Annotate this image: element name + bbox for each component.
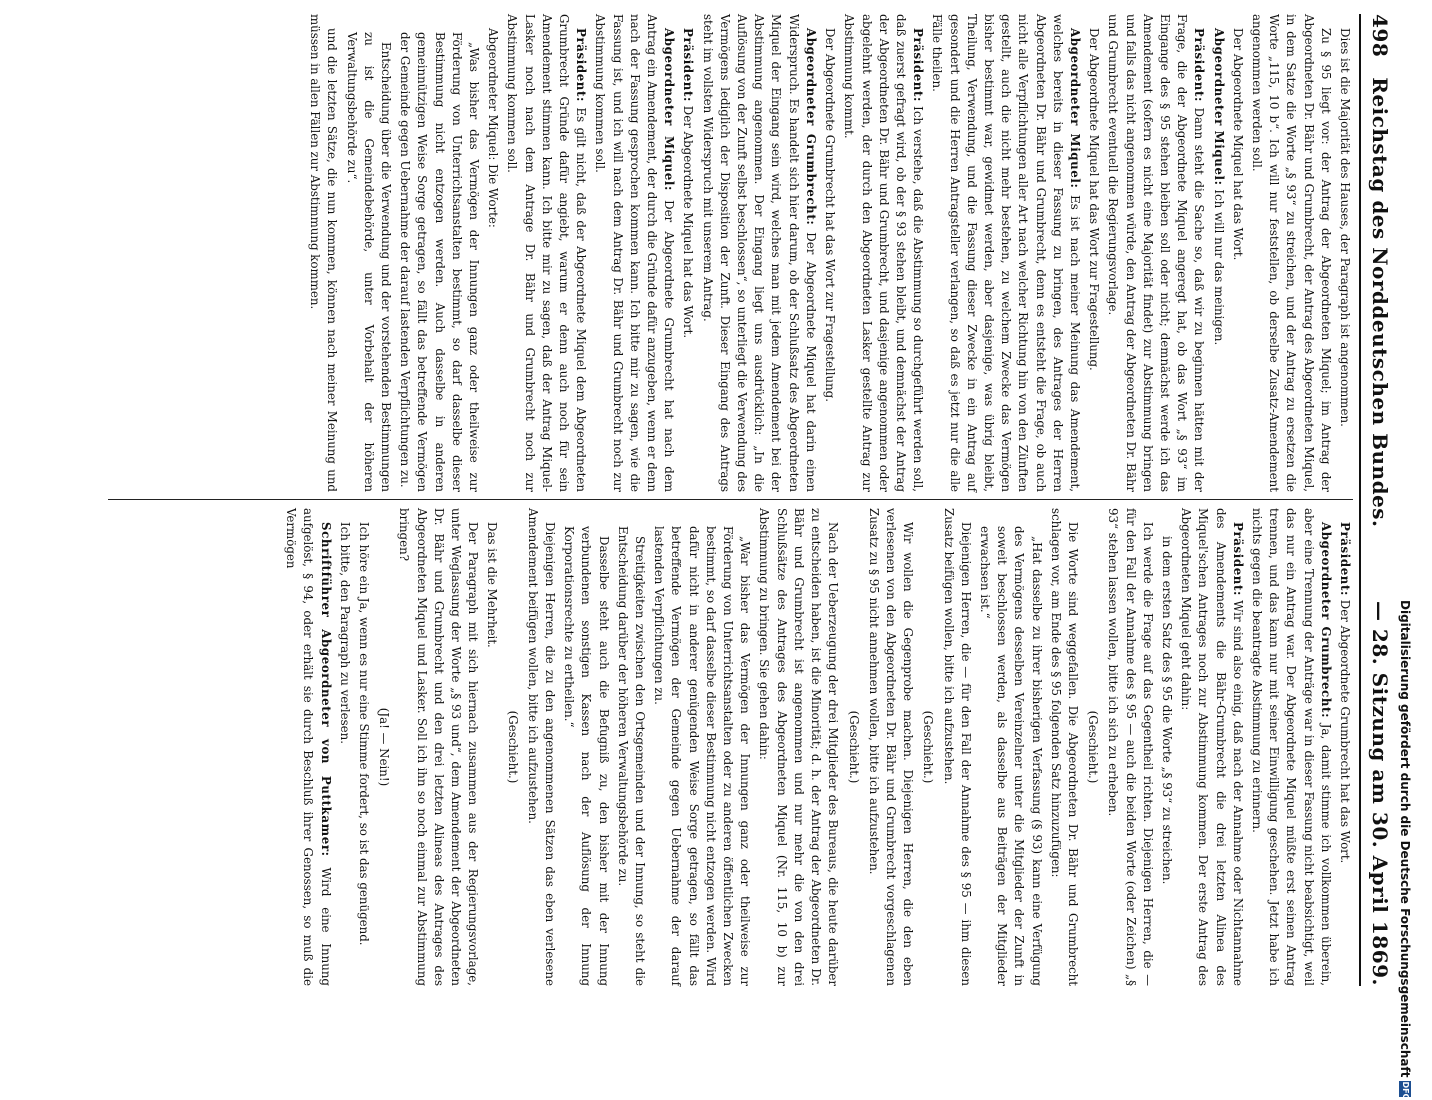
- text-paragraph: [524, 508, 558, 986]
- paragraph-text: Das ist die Mehrheit.: [485, 522, 500, 648]
- text-paragraph: [342, 14, 394, 492]
- speaker-label: Präsident:: [574, 28, 589, 102]
- paragraph-text: „War bisher das Vermögen der Innungen ganz oder theilweise zur Förderung von Unterrichtsanstalten oder zu anderen öffentlichen Zwecken bestimmt, so darf dasselbe dieser Bestimmung nicht entzogen werden. Wird dafür nicht in anderer genügenden Weise Sorge getragen, so fällt das betreffende Vermögen der Gemeinde gegen Uebernahme der darauf lastenden Verpflichtungen zu.: [652, 526, 753, 986]
- speech-paragraph: [928, 14, 1083, 492]
- text-paragraph: [1047, 508, 1081, 986]
- paragraph-text: Es gilt nicht, daß der Abgeordnete Miquel dem Abgeordneten Grumbrecht Gründe dafür angiebt, warum er denn auch noch für sein Amendement stimmen kann. Ich bitte mir zu sagen, daß der Antrag Miquel-Lasker noch nach dem Antrage Dr. Bähr und Grumbrecht noch zur Abstimmung kommen soll.: [505, 14, 589, 492]
- paragraph-text: Der Abgeordnete Grumbrecht hat das Wort zur Fragestellung.: [823, 28, 838, 402]
- page-header: [1359, 14, 1399, 986]
- text-paragraph: [755, 508, 841, 986]
- paragraph-text: Dies ist die Majorität des Hauses, der Paragraph ist angenommen.: [1338, 28, 1352, 427]
- speaker-label: Abgeordneter Grumbrecht:: [803, 28, 818, 226]
- page-number: 498: [1368, 14, 1392, 58]
- speech-paragraph: [1248, 508, 1334, 986]
- paragraph-text: (Ja! — Nein!): [377, 707, 392, 787]
- text-paragraph: [1336, 14, 1353, 492]
- paragraph-text: Der Paragraph mit sich hiernach zusammen aus der Regierungsvorlage, unter Weglassung der Worte „§ 93 und“, dem Amendement der Abgeordneten Dr. Bähr und Grumbrecht und den drei letzten Alineas des Antrages des Abgeordneten Miquel und Lasker. Soll ich ihn so noch einmal zur Abstimmung bringen?: [397, 508, 481, 986]
- paragraph-text: (Geschieht.): [921, 710, 936, 784]
- speaker-label: Präsident:: [911, 28, 926, 102]
- speech-paragraph: [282, 508, 334, 986]
- speech-paragraph: [1209, 14, 1226, 492]
- paragraph-text: „Hat dasselbe zu ihrer bisherigen Verfassung (§ 93) kann eine Verfügung des Vermögens desselben Vereinzelner unter die Mitglieder der Zunft in soweit beschlossen werden, als dasselbe aus Beiträgen der Mitglieder erwachsen ist.“: [977, 526, 1044, 986]
- text-paragraph: [396, 14, 482, 492]
- speech-paragraph: [1336, 508, 1353, 986]
- speech-paragraph: [503, 14, 589, 492]
- paragraph-text: (Geschieht.): [846, 710, 861, 784]
- dfg-logo-icon: DFG: [1401, 1081, 1410, 1100]
- text-paragraph: [560, 508, 612, 986]
- paragraph-text: Der Abgeordnete Miquel hat das Wort.: [1230, 28, 1245, 261]
- paragraph-text: Diejenigen Herren, die — für den Fall der Annahme des § 95 — ihm diesen Zusatz beifügen wollen, bitte ich aufzustehen.: [941, 508, 973, 986]
- scanned-page: [95, 0, 1405, 1000]
- speech-paragraph: [679, 14, 696, 492]
- text-paragraph: [650, 508, 753, 986]
- text-paragraph: [1085, 14, 1102, 492]
- text-paragraph: [1104, 508, 1156, 986]
- paragraph-text: Der Abgeordnete Grumbrecht hat das Wort.: [1338, 599, 1352, 864]
- paragraph-text: Zu § 95 liegt vor: der Antrag der Abgeordneten Miquel; im Antrag der Abgeordneten Dr. Bähr und Grumbrecht, der Antrag des Abgeordneten Miquel, in dem Satze die Worte „§ 93“ zu streichen, und der Antrag zu ersetzen die Worte „115, 10 b“. Ich will nur feststellen, ob derselbe Zusatz-Amendement angenommen werden soll.: [1249, 14, 1333, 492]
- text-paragraph: [1248, 14, 1334, 492]
- paragraph-text: Ich bitte, den Paragraph zu verlesen.: [337, 522, 352, 745]
- running-title: Reichstag des Norddeutschen Bundes.: [1368, 77, 1392, 528]
- credit-text: Digitalisierung gefördert durch die Deutsche Forschungsgemeinschaft: [1398, 600, 1412, 1078]
- paragraph-text: Wir wollen die Gegenprobe machen. Diejenigen Herren, die den eben verlesenen von den Abgeordneten Dr. Bähr und Grumbrecht vorgeschlagenen Zusatz zu § 95 nicht annehmen wollen, bitte ich aufzustehen.: [866, 508, 916, 986]
- speech-paragraph: [840, 14, 926, 492]
- stage-note: [1084, 508, 1101, 986]
- speech-paragraph: [591, 14, 677, 492]
- paragraph-text: Der Abgeordnete Miquel hat darin einen Widerspruch. Es handelt sich hier darum, ob der Schlußsatz des Abgeordneten Miquel der Eingang sein wird, welches man mit jedem Amendement bei der Abstimmung angenommen. Der Eingang liegt uns ausdrücklich: „In die Auflösung von der Zunft selbst beschlossen“, so unterliegt die Verwendung des Vermögens lediglich der Disposition der Zunft. Dieser Eingang des Antrags steht im vollsten Widerspruch mit unserem Antrag.: [700, 14, 818, 492]
- speaker-label: Schriftführer Abgeordneter von Puttkamer:: [318, 522, 333, 857]
- text-paragraph: [1229, 14, 1246, 492]
- paragraph-text: in dem ersten Satz des § 95 die Worte „§ 93“ zu streichen.: [1159, 536, 1174, 885]
- text-paragraph: [1158, 508, 1175, 986]
- paragraph-text: (Geschieht.): [1086, 710, 1101, 784]
- paragraph-text: Ja, damit stimme ich vollkommen überein, aber eine Trennung der Anträge war in dieser Fassung nicht beabsichtigt, weil das nur ein Antrag war. Der Abgeordnete Miquel müßte erst seinen Antrag trennen, und das kann nur mit seiner Einwilligung geschehen. Jetzt habe ich nichts gegen die beantragte Abstimmung zu erinnern.: [1249, 508, 1333, 986]
- text-paragraph: [395, 508, 481, 986]
- left-column: [108, 14, 1353, 492]
- paragraph-text: Diejenigen Herren, die zu den angenommenen Sätzen das eben verlesene Amendement beifügen wollen, bitte ich aufzustehen.: [525, 508, 558, 986]
- digitization-credit: [1396, 0, 1414, 1100]
- paragraph-text: Dann steht die Sache so, daß wir zu beginnen hätten mit der Frage, die der Abgeordnete Miquel angeregt hat, ob das Wort „§ 93“ im Eingange des § 95 stehen bleiben soll oder nicht; demnächst werde ich das Amendement (sofern es nicht eine Majorität findet) zur Abstimmung bringen und falls das nicht angenommen würde, den Antrag der Abgeordneten Dr. Bähr und Grumbrecht eventuell die Regierungsvorlage.: [1106, 14, 1207, 493]
- column-divider: [108, 499, 1353, 500]
- speaker-label: Präsident:: [1192, 28, 1207, 102]
- paragraph-text: „Was bisher das Vermögen der Innungen ganz oder theilweise zur Förderung von Unterrichtsanstalten bestimmt, so darf dasselbe dieser Bestimmung nicht entzogen werden. Auch dasselbe in anderen gemeinnützigen Weise Sorge getragen, so fällt das betreffende Vermögen der Gemeinde gegen Uebernahme der darauf lastenden Verpflichtungen zu.: [398, 32, 482, 492]
- paragraph-text: Wir sind also einig, daß nach der Annahme oder Nichtannahme des Amendements die Bähr-Grumbrecht die drei letzten Alinea des Miquel'schen Antrages noch zur Abstimmung kommen. Der erste Antrag des Abgeordneten Miquel geht dahin:: [1179, 508, 1245, 986]
- paragraph-text: und die letzten Sätze, die nun kommen, können nach meiner Meinung und müssen in allen Fällen zur Abstimmung kommen.: [308, 14, 340, 492]
- session-label: — 28. Sitzung am 30. April 1869.: [1368, 600, 1392, 986]
- paragraph-text: Wird eine Innung aufgelöst, § 94, oder erhält sie durch Beschluß ihrer Genossen, so muß die Vermögen: [284, 508, 333, 986]
- speaker-label: Abgeordneter Grumbrecht:: [1318, 522, 1333, 719]
- text-paragraph: [976, 508, 1045, 986]
- text-paragraph: [614, 508, 648, 986]
- paragraph-text: Ich werde die Frage auf das Gegentheil richten. Diejenigen Herren, die — für den Fall der Annahme des § 95 — auch die beiden Worte (oder Zeichen) „§ 93“ stehen lassen wollen, bitte ich sich zu erheben.: [1106, 508, 1155, 986]
- speech-paragraph: [1104, 14, 1207, 492]
- speaker-label: Präsident:: [1338, 522, 1352, 596]
- paragraph-text: Der Abgeordnete Miquel hat das Wort zur Fragestellung.: [1087, 28, 1102, 371]
- text-paragraph: [306, 14, 340, 492]
- paragraph-text: Ich verstehe, daß die Abstimmung so durchgeführt werden soll, daß zuerst gefragt wird, ob der § 93 stehen bleibt, und demnächst der Antrag der Abgeordneten Dr. Bähr und Grumbrecht, und dasjenige angenommen oder abgelehnt werden, der durch den Abgeordneten Lasker gestellte Antrag zur Abstimmung kommt.: [842, 14, 926, 493]
- speaker-label: Abgeordneter Miquel:: [1067, 28, 1082, 189]
- paragraph-text: Entscheidung über die Verwendung und der vorstehenden Bestimmungen zu ist die Gemeindebehörde, unter Vorbehalt der höheren Verwaltungsbehörde zu“.: [344, 32, 394, 492]
- text-paragraph: [939, 508, 973, 986]
- stage-note: [844, 508, 861, 986]
- speaker-label: Abgeordneter Miquel:: [1211, 28, 1226, 186]
- text-paragraph: [821, 14, 838, 492]
- speech-paragraph: [1177, 508, 1246, 986]
- stage-note: [503, 508, 520, 986]
- paragraph-text: Der Abgeordnete Miquel hat das Wort.: [681, 105, 696, 339]
- paragraph-text: Streitigkeiten zwischen den Ortsgemeinden und der Innung, so steht die Entscheidung darüber der höheren Verwaltungsbehörde zu.: [615, 526, 648, 986]
- text-paragraph: [336, 508, 353, 986]
- speaker-label: Abgeordneter Miquel:: [662, 28, 677, 191]
- speaker-label: Präsident:: [1230, 522, 1245, 596]
- right-column: [108, 508, 1353, 986]
- paragraph-text: Abgeordneter Miquel: Die Worte:: [486, 28, 501, 228]
- paragraph-text: Es ist nach meiner Meinung das Amendement, welches bereits in dieser Fassung zu bringen, des Antrages der Herren Abgeordneten Dr. Bähr und Grumbrecht, denn es entsteht die Frage, ob auch nicht alle Verpflichtungen aller Art nach welcher Richtung hin von den Zünften gestellt, auch die nicht mehr bestehen, zu welchem Zwecke das Vermögen bisher bestimmt war, gewidmet werden, aber dasjenige, was übrig bleibt, Theilung, Verwendung, und die Fassung dieser Zwecke in ein Antrag auf gesondert und die Herren Antragsteller verlangen, so daß es jetzt nur die alle Fälle theilen.: [930, 14, 1082, 492]
- paragraph-text: Ich höre ein Ja, wenn es nur eine Stimme fordert, so ist das genügend.: [357, 522, 372, 946]
- speech-paragraph: [698, 14, 818, 492]
- paragraph-text: Die Worte sind weggefallen. Die Abgeordneten Dr. Bähr und Grumbrecht schlagen vor, am Ende des § 95 folgenden Satz hinzuzufügen:: [1048, 508, 1080, 986]
- paragraph-text: Ich will nur das meinigen.: [1211, 189, 1226, 346]
- speaker-label: Präsident:: [681, 28, 696, 102]
- text-paragraph: [355, 508, 372, 986]
- text-paragraph: [484, 14, 501, 492]
- text-paragraph: [865, 508, 917, 986]
- paragraph-text: Nach der Ueberzeugung der drei Mitglieder des Bureaus, die heute darüber zu entscheiden haben, ist die Minorität; d. h. der Antrag der Abgeordneten Dr. Bähr und Grumbrecht ist angenommen und nur mehr die von den drei Schlußsätze des Antrages des Abgeordneten Miquel (Nr. 115, 10 b) zur Abstimmung zu bringen. Sie gehen dahin:: [757, 508, 841, 986]
- text-paragraph: [483, 508, 500, 986]
- paragraph-text: Der Abgeordnete Grumbrecht hat nach dem Antrag ein Amendement, der durch die Gründe dafür anzugeben, wenn er denn nach der Fassung gesprochen kommen kann. Ich bitte mir zu sagen, wie die Fassung ist, und ich will nach dem Antrag Dr. Bähr und Grumbrecht noch zur Abstimmung kommen soll.: [593, 14, 677, 493]
- stage-note: [919, 508, 936, 986]
- stage-note: [375, 508, 392, 986]
- paragraph-text: (Geschieht.): [505, 710, 520, 784]
- paragraph-text: Dasselbe steht auch die Befugniß zu, den bisher mit der Innung verbundenen sonstigen Kassen nach der Auflösung der Innung Korporationsrechte zu ertheilen.“: [562, 526, 611, 986]
